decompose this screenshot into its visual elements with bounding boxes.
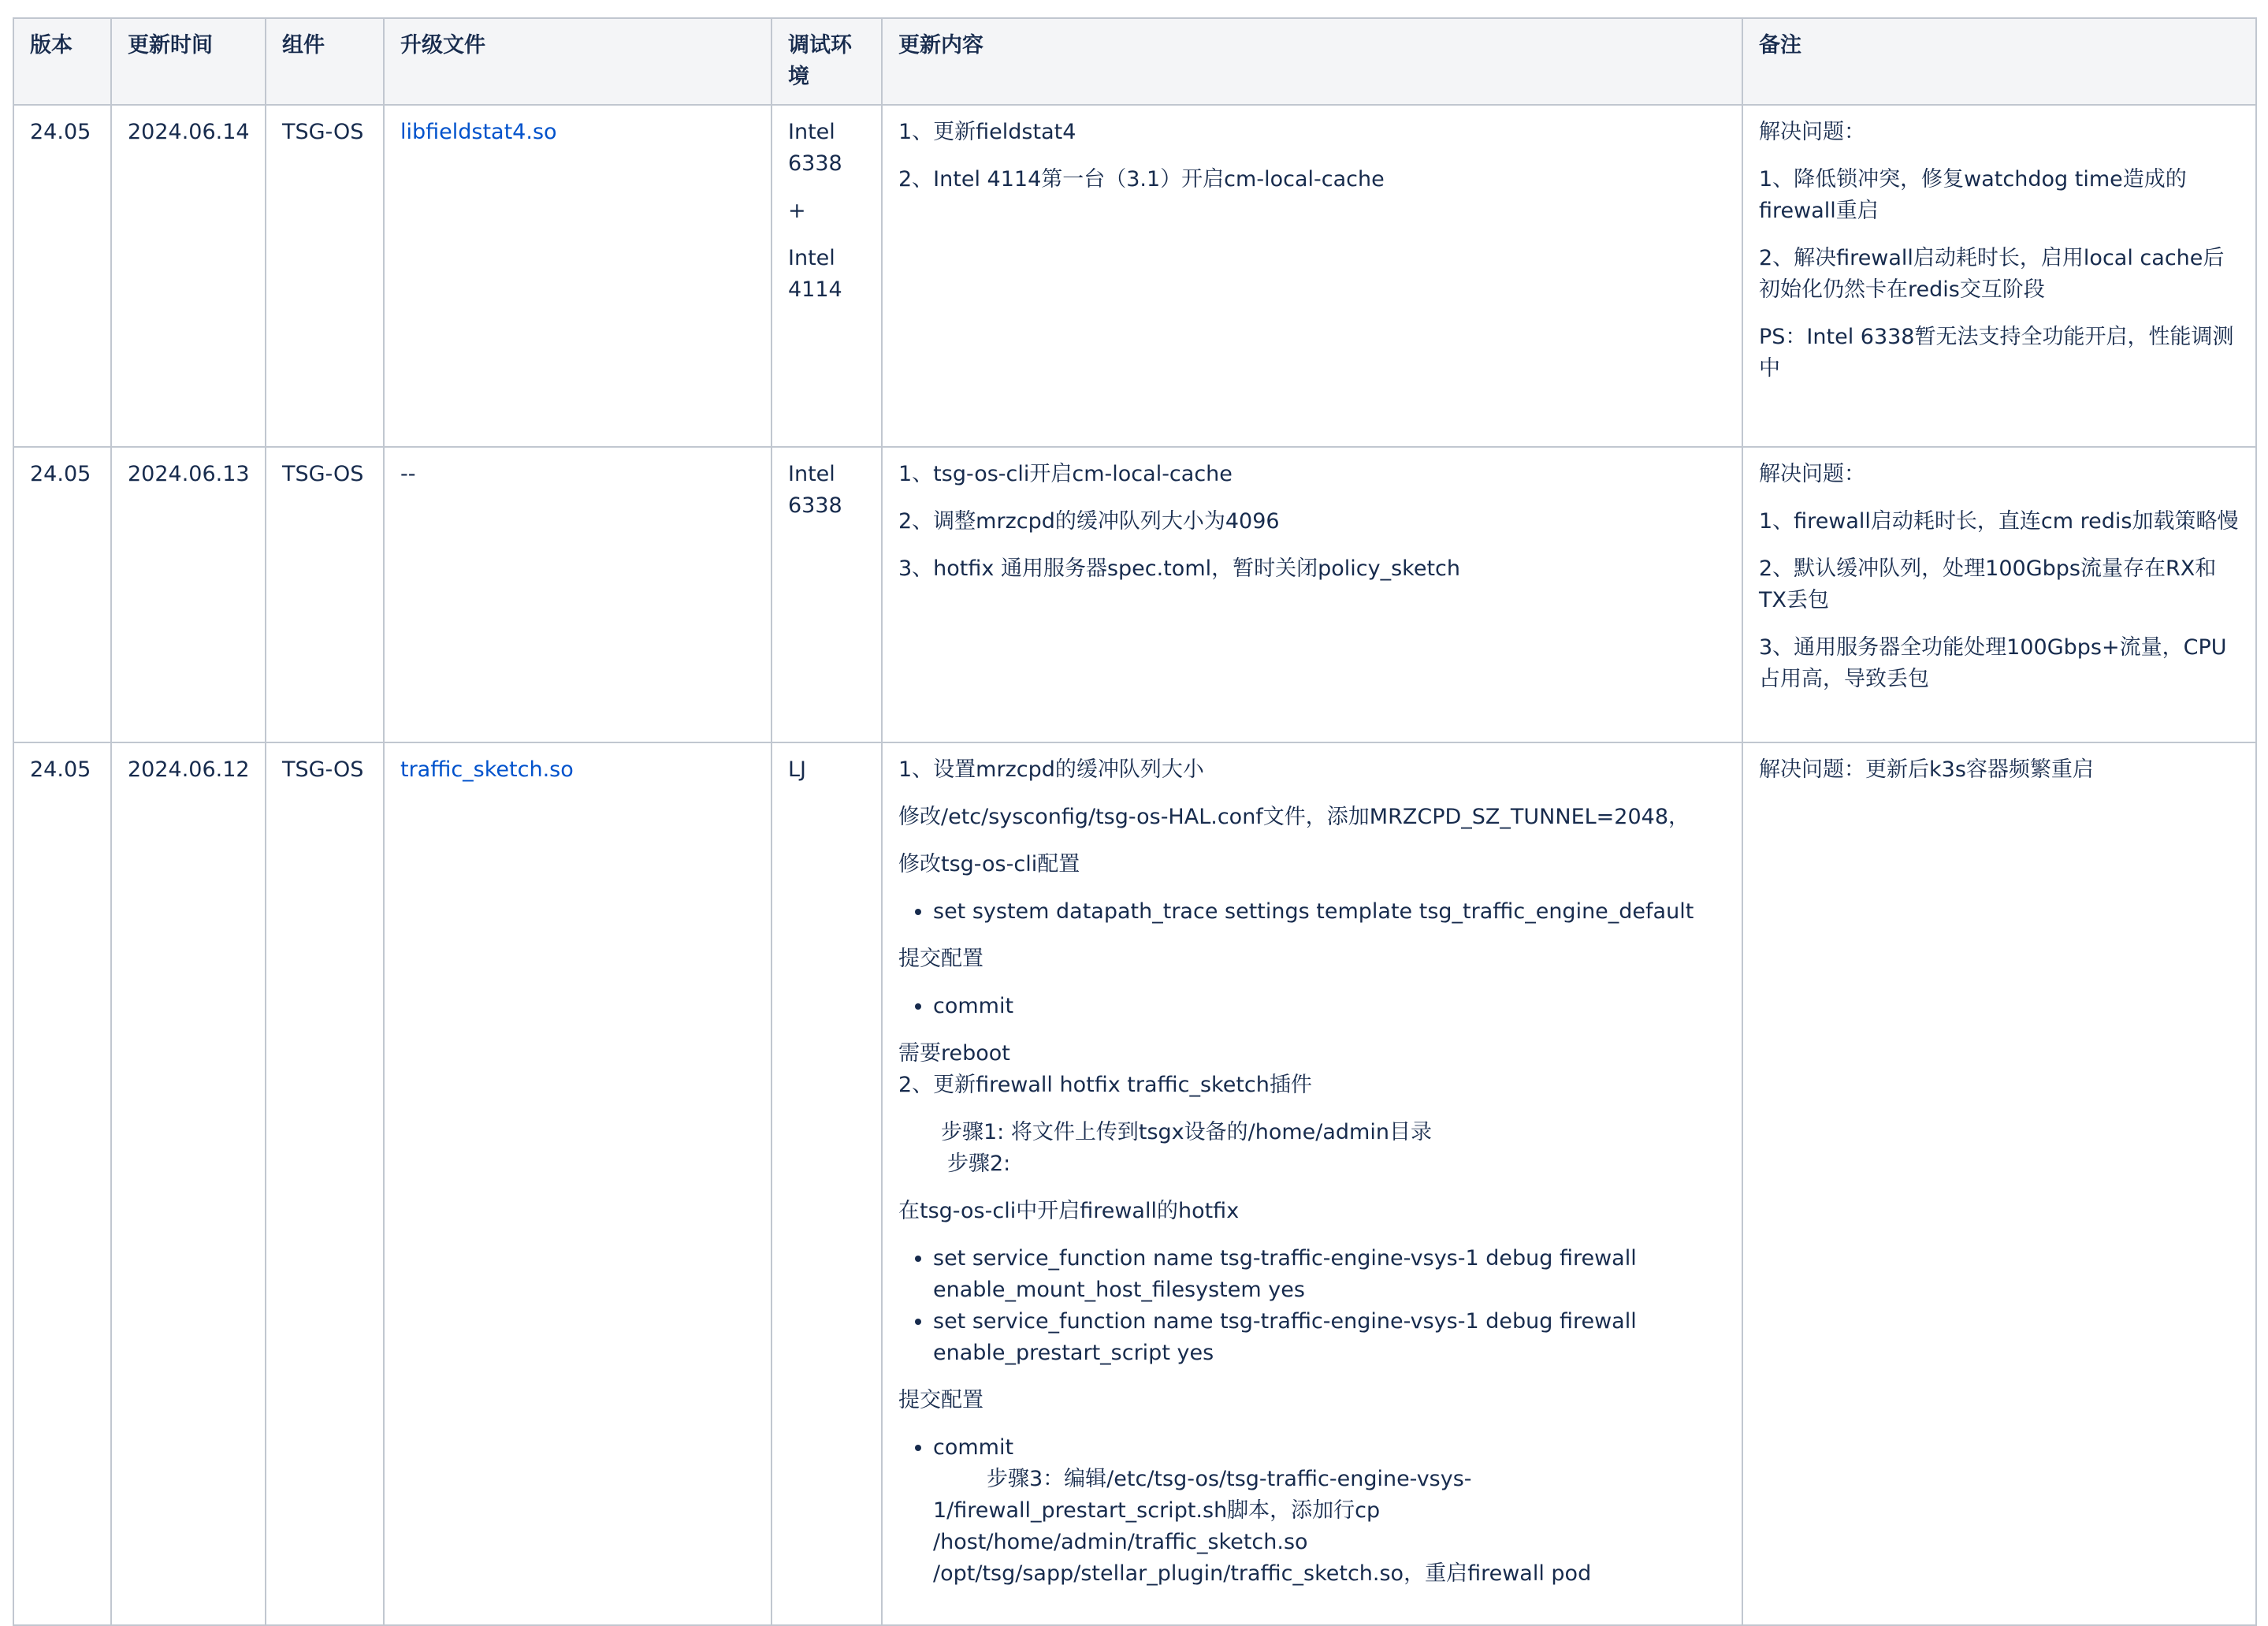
step-line: 步骤1: 将文件上传到tsgx设备的/home/admin目录 (941, 1120, 1432, 1144)
list-item: • set service_function name tsg-traffic-engine-vsys-1 debug firewall enable_mount_host_filesystem yes (933, 1243, 1726, 1306)
notes-line: 1、降低锁冲突，修复watchdog time造成的firewall重启 (1759, 167, 2187, 223)
list-item-text: commit (933, 1435, 1014, 1460)
content-line: 需要reboot (898, 1041, 1010, 1066)
header-component: 组件 (266, 18, 384, 105)
notes-line: 3、通用服务器全功能处理100Gbps+流量，CPU占用高，导致丢包 (1759, 635, 2227, 691)
step-text: 步骤3：编辑/etc/tsg-os/tsg-traffic-engine-vsys-1/firewall_prestart_script.sh脚本，添加行cp /host/home/admin/traffic_sketch.so /opt/tsg/sapp/stellar_plugin/traffic_sketch.so，重启firewall pod (933, 1467, 1592, 1586)
notes-line: 2、默认缓冲队列，处理100Gbps流量存在RX和TX丢包 (1759, 556, 2217, 612)
content-line: 提交配置 (898, 1388, 983, 1412)
bullet-list (898, 896, 1726, 928)
content-line: 3、hotfix 通用服务器spec.toml，暂时关闭policy_sketch (898, 556, 1460, 581)
env-cell (771, 447, 882, 742)
content-line: 2、更新firewall hotfix traffic_sketch插件 (898, 1073, 1312, 1097)
file-cell (384, 105, 771, 447)
content-line: 提交配置 (898, 947, 983, 971)
notes-cell (1742, 742, 2256, 1625)
env-cell (771, 742, 882, 1625)
notes-line: PS：Intel 6338暂无法支持全功能开启，性能调测中 (1759, 325, 2234, 381)
content-cell (882, 105, 1742, 447)
list-item: • set system datapath_trace settings template tsg_traffic_engine_default (933, 896, 1726, 928)
env-line: Intel 4114 (788, 246, 842, 302)
header-row (13, 18, 2256, 105)
notes-line: 解决问题：更新后k3s容器频繁重启 (1759, 757, 2094, 782)
table-row (13, 447, 2256, 742)
step-line: 步骤2: (947, 1152, 1011, 1176)
file-cell: -- (384, 447, 771, 742)
version-cell: 24.05 (13, 742, 111, 1625)
notes-cell (1742, 105, 2256, 447)
header-env: 调试环境 (771, 18, 882, 105)
env-line: + (788, 199, 806, 223)
notes-line: 解决问题： (1759, 462, 1865, 486)
table-row (13, 742, 2256, 1625)
table-row (13, 105, 2256, 447)
bullet-list (898, 991, 1726, 1022)
header-content: 更新内容 (882, 18, 1742, 105)
release-table (13, 17, 2257, 1626)
list-item: • commit (933, 991, 1726, 1022)
content-line: 1、设置mrzcpd的缓冲队列大小 (898, 757, 1204, 782)
header-file: 升级文件 (384, 18, 771, 105)
content-line: 1、tsg-os-cli开启cm-local-cache (898, 462, 1233, 486)
version-cell: 24.05 (13, 447, 111, 742)
header-date: 更新时间 (111, 18, 266, 105)
component-cell: TSG-OS (266, 742, 384, 1625)
notes-cell (1742, 447, 2256, 742)
file-link[interactable]: libfieldstat4.so (400, 120, 557, 144)
content-line: 修改tsg-os-cli配置 (898, 852, 1080, 876)
bullet-list (898, 1243, 1726, 1369)
notes-line: 1、firewall启动耗时长，直连cm redis加载策略慢 (1759, 509, 2239, 534)
content-line: 在tsg-os-cli中开启firewall的hotfix (898, 1199, 1240, 1223)
env-cell (771, 105, 882, 447)
bullet-list (898, 1432, 1726, 1590)
content-cell (882, 447, 1742, 742)
notes-line: 2、解决firewall启动耗时长，启用local cache后初始化仍然卡在redis交互阶段 (1759, 246, 2225, 302)
component-cell: TSG-OS (266, 105, 384, 447)
component-cell: TSG-OS (266, 447, 384, 742)
date-cell: 2024.06.12 (111, 742, 266, 1625)
env-line: LJ (788, 757, 807, 782)
version-cell: 24.05 (13, 105, 111, 447)
file-cell (384, 742, 771, 1625)
file-link[interactable]: traffic_sketch.so (400, 757, 574, 782)
list-item (933, 1432, 1726, 1590)
content-line: 修改/etc/sysconfig/tsg-os-HAL.conf文件，添加MRZCPD_SZ_TUNNEL=2048， (898, 805, 1690, 829)
list-item: • set service_function name tsg-traffic-engine-vsys-1 debug firewall enable_prestart_script yes (933, 1306, 1726, 1369)
content-line: 2、调整mrzcpd的缓冲队列大小为4096 (898, 509, 1280, 534)
date-cell: 2024.06.14 (111, 105, 266, 447)
header-version: 版本 (13, 18, 111, 105)
date-cell: 2024.06.13 (111, 447, 266, 742)
content-line: 2、Intel 4114第一台（3.1）开启cm-local-cache (898, 167, 1385, 192)
notes-line: 解决问题： (1759, 120, 1865, 144)
content-line: 1、更新fieldstat4 (898, 120, 1076, 144)
env-line: Intel 6338 (788, 462, 842, 518)
env-line: Intel 6338 (788, 120, 842, 176)
header-notes: 备注 (1742, 18, 2256, 105)
content-cell (882, 742, 1742, 1625)
